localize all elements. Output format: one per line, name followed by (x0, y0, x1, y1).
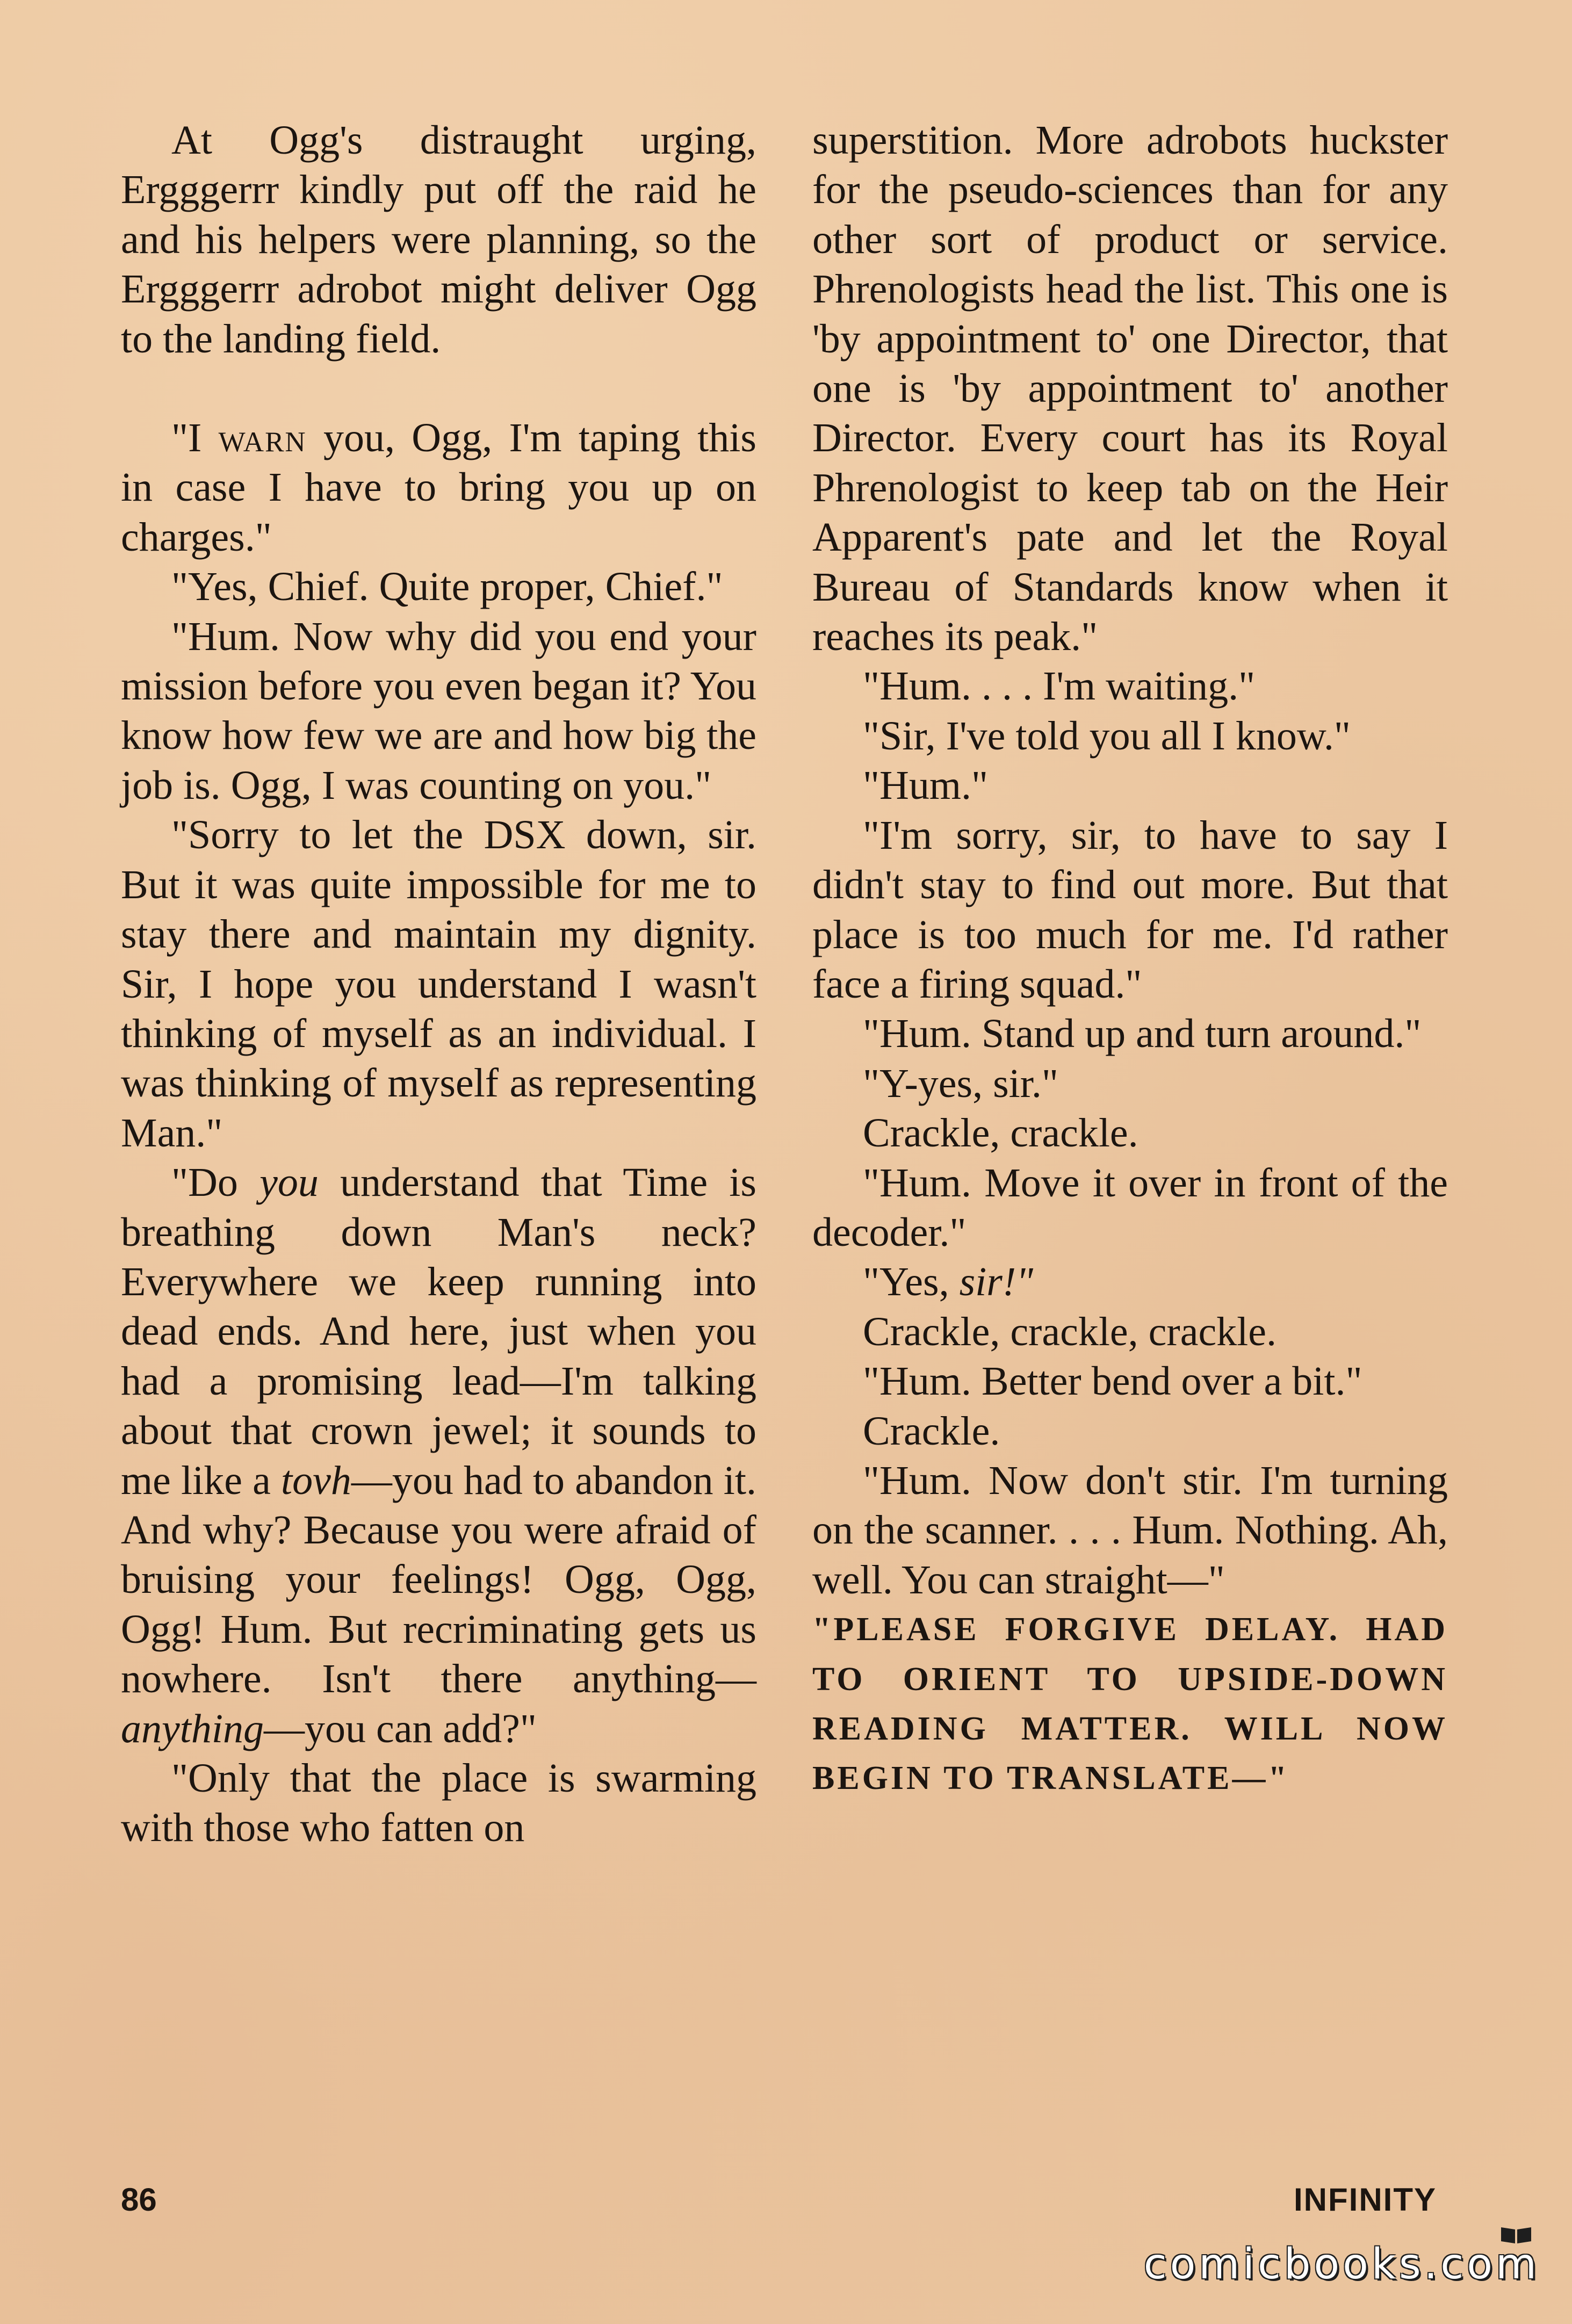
paragraph: Crackle, crackle, crackle. (863, 1309, 1277, 1354)
text-run: "Yes, (863, 1259, 960, 1305)
paragraph: "Sir, I've told you all I know." (863, 713, 1351, 759)
text-run: you, Ogg, I'm taping this in case I have to bring you up on charges." (121, 415, 756, 560)
paragraph (812, 1257, 1448, 1307)
text-run: understand that Time is breathing down Man's neck? Everywhere we keep running into dead ends. And here, just when you had a promising lead—I'm talking about that crown jewel; it sounds to me like a (121, 1160, 756, 1503)
text-run: "I (171, 415, 219, 461)
left-column (121, 116, 756, 1853)
paragraph: "Hum. Stand up and turn around." (863, 1011, 1422, 1057)
paragraph: "Hum. Better bend over a bit." (863, 1359, 1362, 1404)
italic-run: tovh (281, 1457, 351, 1503)
paragraph: "Hum. . . . I'm waiting." (863, 663, 1256, 709)
italic-run: you (259, 1160, 319, 1206)
paragraph: "I'm sorry, sir, to have to say I didn't stay to find out more. But that place is too much for me. I'd rather face a firing squad." (812, 812, 1448, 1007)
italic-run: sir!" (959, 1259, 1034, 1305)
paragraph (121, 1158, 756, 1753)
italic-run: anything (121, 1706, 264, 1751)
paragraph: "Hum. Now why did you end your mission before you even began it? You know how few we are and how big the job is. Ogg, I was counting on you." (121, 614, 756, 808)
text-run: —you had to abandon it. And why? Because you were afraid of bruising your feelings! Ogg, Ogg, Ogg! Hum. But recriminating gets us nowhere. Isn't there anything— (121, 1457, 757, 1702)
decoder-paragraph: "PLEASE FORGIVE DELAY. HAD TO ORIENT TO UPSIDE-DOWN READING MATTER. WILL NOW BEGIN TO TRANSLATE—" (812, 1611, 1448, 1797)
paragraph: superstition. More adrobots huckster for the pseudo-sciences than for any other sort of product or service. Phrenologists head the list. This one is 'by appointment to' one Director, that one is 'by appointment to' another Director. Every court has its Royal Phrenologist to keep tab on the Heir Apparent's pate and let the Royal Bureau of Standards know when it reaches its peak." (812, 118, 1448, 660)
paragraph: Crackle, crackle. (863, 1110, 1138, 1156)
paragraph: "Only that the place is swarming with those who fatten on (121, 1756, 756, 1851)
paragraph: Crackle. (863, 1408, 1000, 1454)
paragraph: "Hum. Move it over in front of the decoder." (812, 1160, 1448, 1255)
paragraph: "Y-yes, sir." (863, 1060, 1058, 1106)
paragraph: At Ogg's distraught urging, Ergggerrr kindly put off the raid he and his helpers were planning, so the Ergggerrr adrobot might deliver Ogg to the landing field. (121, 118, 756, 362)
section-break (121, 364, 756, 413)
running-title: INFINITY (1294, 2182, 1437, 2218)
paragraph: "Hum. Now don't stir. I'm turning on the scanner. . . . Hum. Nothing. Ah, well. You can straight—" (812, 1457, 1448, 1603)
paragraph: "Yes, Chief. Quite proper, Chief." (171, 564, 723, 610)
paragraph: "Hum." (863, 763, 989, 809)
text-run: "Do (171, 1160, 260, 1206)
text-run: —you can add?" (263, 1706, 537, 1751)
page-number: 86 (121, 2182, 157, 2218)
paragraph (121, 413, 756, 562)
smallcaps-run: warn (218, 415, 307, 461)
paragraph: "Sorry to let the DSX down, sir. But it was quite impossible for me to stay there and maintain my dignity. Sir, I hope you understand I wasn't thinking of myself as an individual. I was thinking of myself as representing Man." (121, 812, 756, 1156)
watermark: comicbooks.com (1143, 2240, 1540, 2289)
right-column (812, 116, 1448, 1803)
